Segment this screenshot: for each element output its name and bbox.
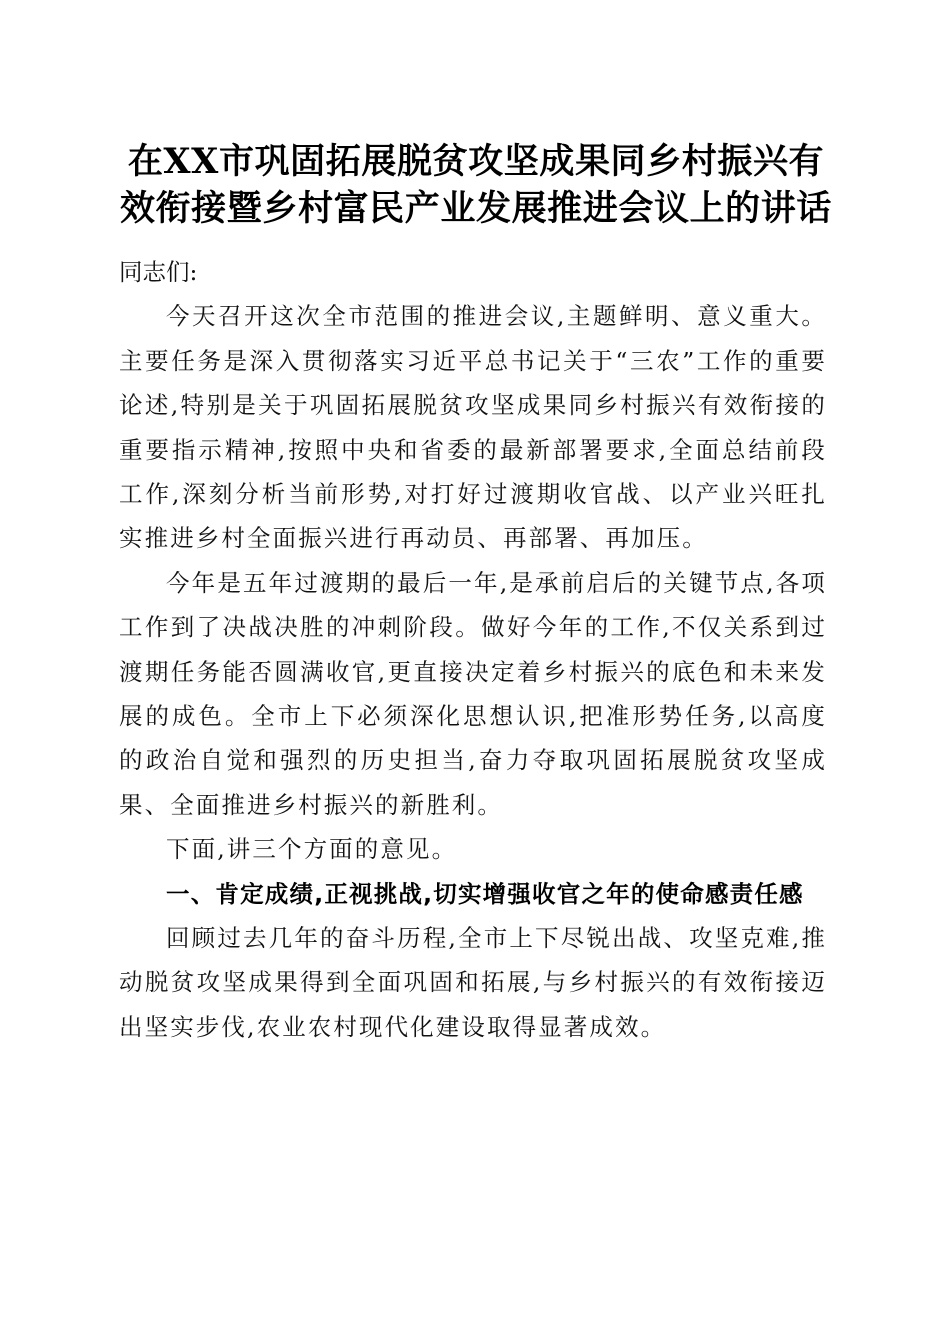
section-heading-1: 一、肯定成绩,正视挑战,切实增强收官之年的使命感责任感 [166, 879, 804, 908]
paragraph-outline: 下面,讲三个方面的意见。 [166, 835, 458, 864]
title-line-1: 在XX市巩固拓展脱贫攻坚成果同乡村振兴有 [127, 141, 825, 182]
document-title [118, 138, 834, 232]
salutation: 同志们: [119, 258, 198, 286]
paragraph-section-1: 回顾过去几年的奋斗历程,全市上下尽锐出战、攻坚克难,推动脱贫攻坚成果得到全面巩固和拓展,与乡村振兴的有效衔接迈出坚实步伐,农业农村现代化建设取得显著成效。 [119, 924, 827, 1041]
paragraph-opening: 今天召开这次全市范围的推进会议,主题鲜明、意义重大。主要任务是深入贯彻落实习近平总书记关于“三农”工作的重要论述,特别是关于巩固拓展脱贫攻坚成果同乡村振兴有效衔接的重要指示精神,按照中央和省委的最新部署要求,全面总结前段工作,深刻分析当前形势,对打好过渡期收官战、以产业兴旺扎实推进乡村全面振兴进行再动员、再部署、再加压。 [119, 302, 827, 553]
paragraph-context: 今年是五年过渡期的最后一年,是承前启后的关键节点,各项工作到了决战决胜的冲刺阶段。做好今年的工作,不仅关系到过渡期任务能否圆满收官,更直接决定着乡村振兴的底色和未来发展的成色。全市上下必须深化思想认识,把准形势任务,以高度的政治自觉和强烈的历史担当,奋力夺取巩固拓展脱贫攻坚成果、全面推进乡村振兴的新胜利。 [119, 568, 827, 819]
document-body [119, 250, 827, 1049]
title-line-2: 效衔接暨乡村富民产业发展推进会议上的讲话 [119, 188, 832, 229]
